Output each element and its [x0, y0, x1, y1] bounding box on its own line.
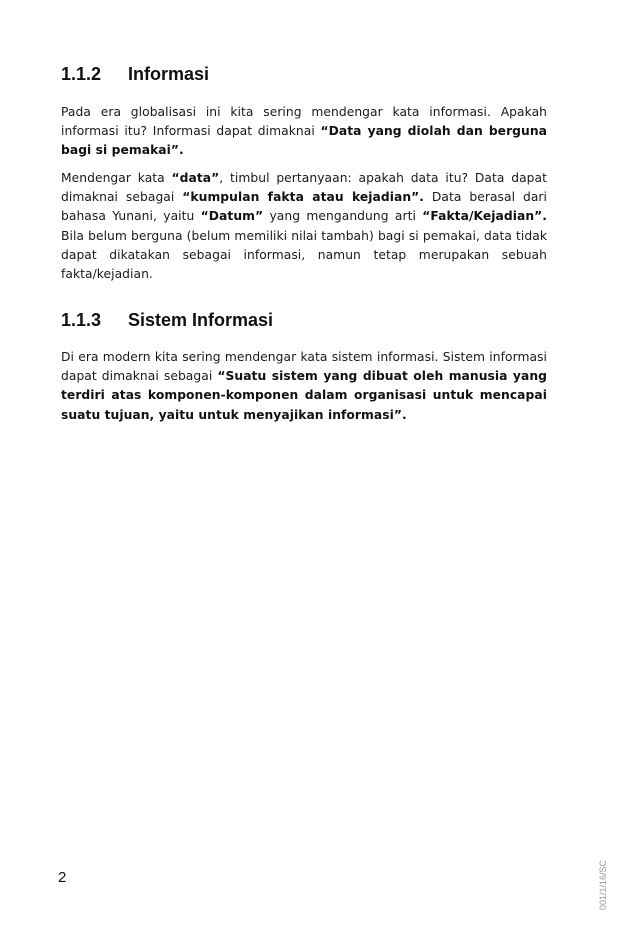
section-heading-informasi	[61, 63, 209, 85]
body-text: Di era modern kita sering mendengar kata sistem informasi. Sistem informasi dapat dimaknai sebagai	[61, 350, 547, 384]
emphasis-text: “Data yang diolah dan berguna bagi si pemakai”.	[61, 124, 547, 158]
emphasis-text: “data”	[171, 171, 220, 185]
body-text: Data berasal dari bahasa Yunani, yaitu	[61, 190, 548, 224]
emphasis-text: “Fakta/Kejadian”.	[422, 209, 547, 224]
side-document-code: 001/1/16/SC	[598, 859, 608, 910]
page-number: 2	[58, 869, 67, 886]
emphasis-text: “Suatu sistem yang dibuat oleh manusia yang terdiri atas komponen-komponen dalam organisasi untuk mencapai suatu tujuan, yaitu untuk menyajikan informasi”.	[61, 369, 547, 422]
body-text: Pada era globalisasi ini kita sering mendengar kata informasi. Apakah informasi itu? Informasi dapat dimaknai	[61, 105, 547, 139]
emphasis-text: “kumpulan fakta atau kejadian”.	[182, 190, 424, 205]
section-title: Informasi	[128, 64, 210, 84]
body-text: yang mengandung arti	[263, 209, 423, 224]
body-text: Bila belum berguna (belum memiliki nilai tambah) bagi si pemakai, data tidak dapat dikatakan sebagai informasi, namun tetap merupakan sebuah fakta/kejadian.	[61, 228, 547, 282]
section-title: Sistem Informasi	[128, 310, 274, 330]
paragraph-informasi-definition	[61, 103, 547, 161]
paragraph-sistem-informasi-definition	[61, 348, 547, 425]
paragraph-data-definition	[61, 169, 547, 284]
section-heading-sistem-informasi	[61, 309, 273, 331]
section-number: 1.1.2	[61, 64, 102, 84]
emphasis-text: “Datum”	[200, 209, 264, 224]
body-text: Mendengar kata	[61, 171, 172, 185]
body-text: , timbul pertanyaan: apakah data itu? Data dapat dimaknai sebagai	[61, 171, 547, 205]
section-number: 1.1.3	[61, 310, 102, 330]
